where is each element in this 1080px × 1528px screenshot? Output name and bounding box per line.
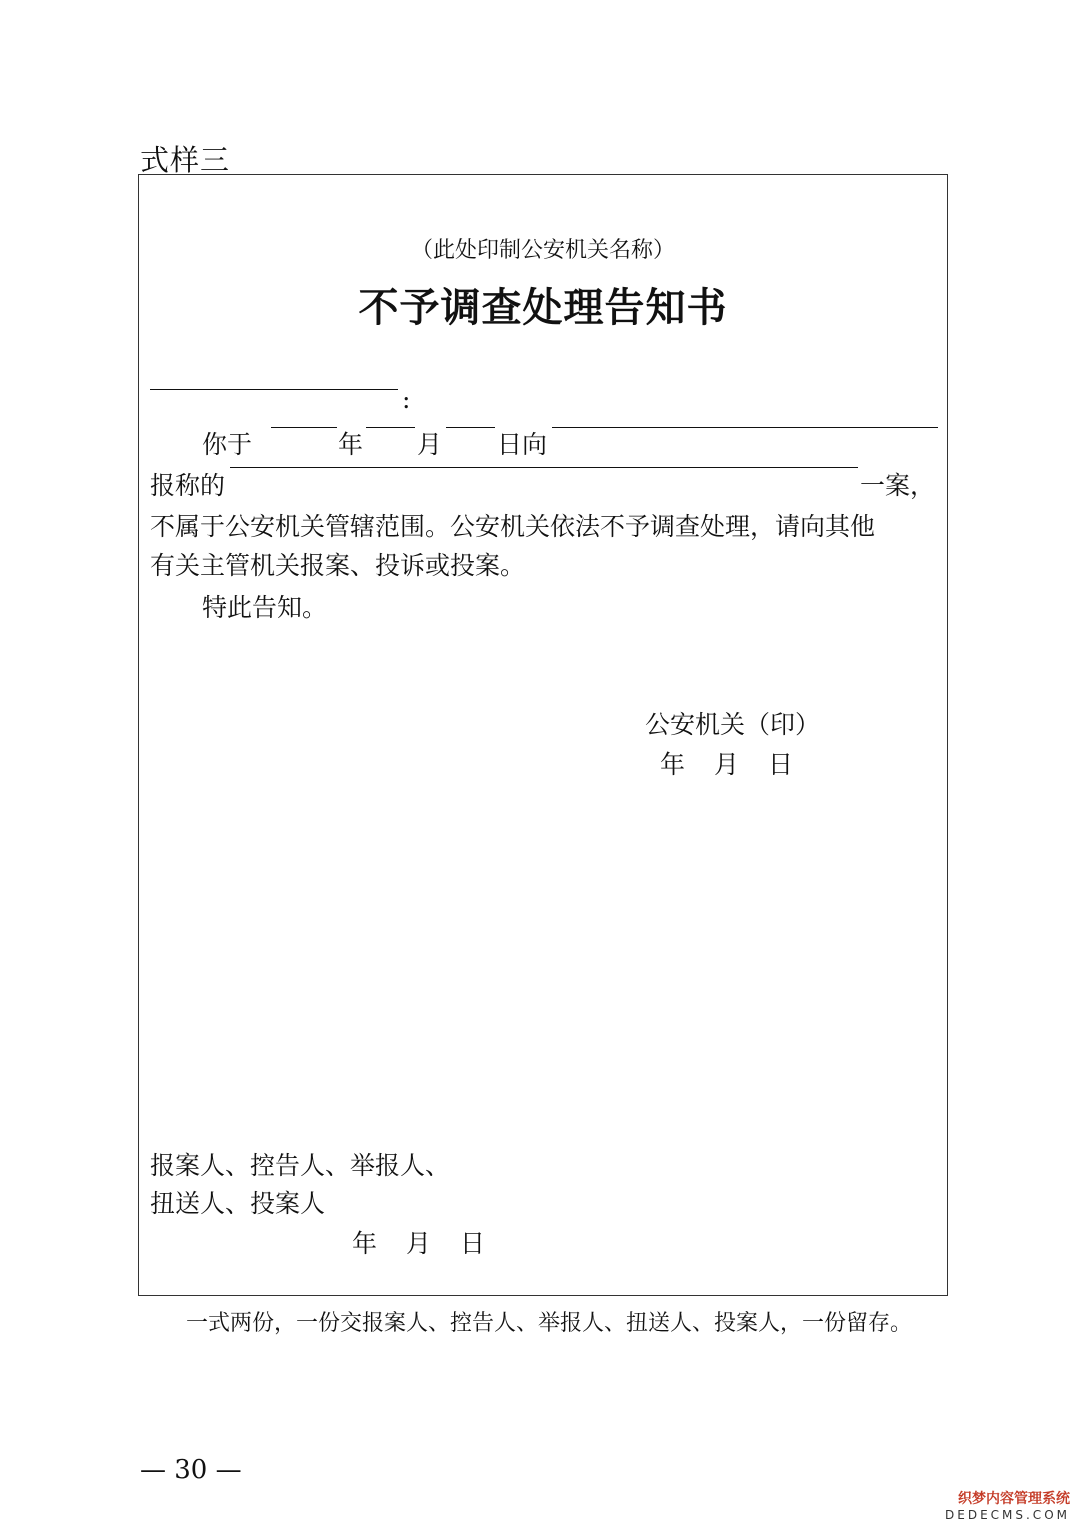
year-blank xyxy=(271,427,337,428)
addressee-blank xyxy=(150,389,398,390)
body-line2-suffix: 一案， xyxy=(860,471,936,500)
form-label: 式样三 xyxy=(140,143,231,177)
body-line1-year: 年 xyxy=(338,430,364,459)
form-frame xyxy=(138,174,948,1296)
watermark-line1: 织梦内容管理系统 xyxy=(958,1491,1070,1507)
salutation-colon: : xyxy=(402,385,411,414)
watermark xyxy=(945,1488,1070,1522)
day-blank xyxy=(446,427,495,428)
recipient-date-day: 日 xyxy=(460,1229,486,1258)
page-number: — 30 — xyxy=(140,1455,242,1485)
footer-note: 一式两份，一份交报案人、控告人、举报人、扭送人、投案人，一份留存。 xyxy=(186,1311,913,1336)
recipient-line2: 扭送人、投案人 xyxy=(150,1189,326,1218)
agency-name-placeholder: （此处印制公安机关名称） xyxy=(410,238,675,263)
body-closing: 特此告知。 xyxy=(202,593,328,622)
agency-blank xyxy=(552,427,938,428)
body-line4: 有关主管机关报案、投诉或投案。 xyxy=(150,551,526,580)
watermark-line2: DEDECMS.COM xyxy=(945,1508,1070,1522)
issuer-date-year: 年 xyxy=(660,750,686,779)
body-line3: 不属于公安机关管辖范围。公安机关依法不予调查处理，请向其他 xyxy=(150,512,876,541)
recipient-line1: 报案人、控告人、举报人、 xyxy=(150,1151,451,1180)
document-title: 不予调查处理告知书 xyxy=(358,284,728,331)
body-line1-day: 日向 xyxy=(497,430,548,459)
recipient-date-month: 月 xyxy=(406,1229,432,1258)
matter-blank xyxy=(230,467,858,468)
body-line2-prefix: 报称的 xyxy=(150,471,226,500)
body-line1-prefix: 你于 xyxy=(202,430,253,459)
recipient-date-year: 年 xyxy=(352,1229,378,1258)
issuer-seal: 公安机关（印） xyxy=(645,710,821,739)
issuer-date-day: 日 xyxy=(768,750,794,779)
body-line1-month: 月 xyxy=(417,430,443,459)
month-blank xyxy=(366,427,415,428)
issuer-date-month: 月 xyxy=(714,750,740,779)
